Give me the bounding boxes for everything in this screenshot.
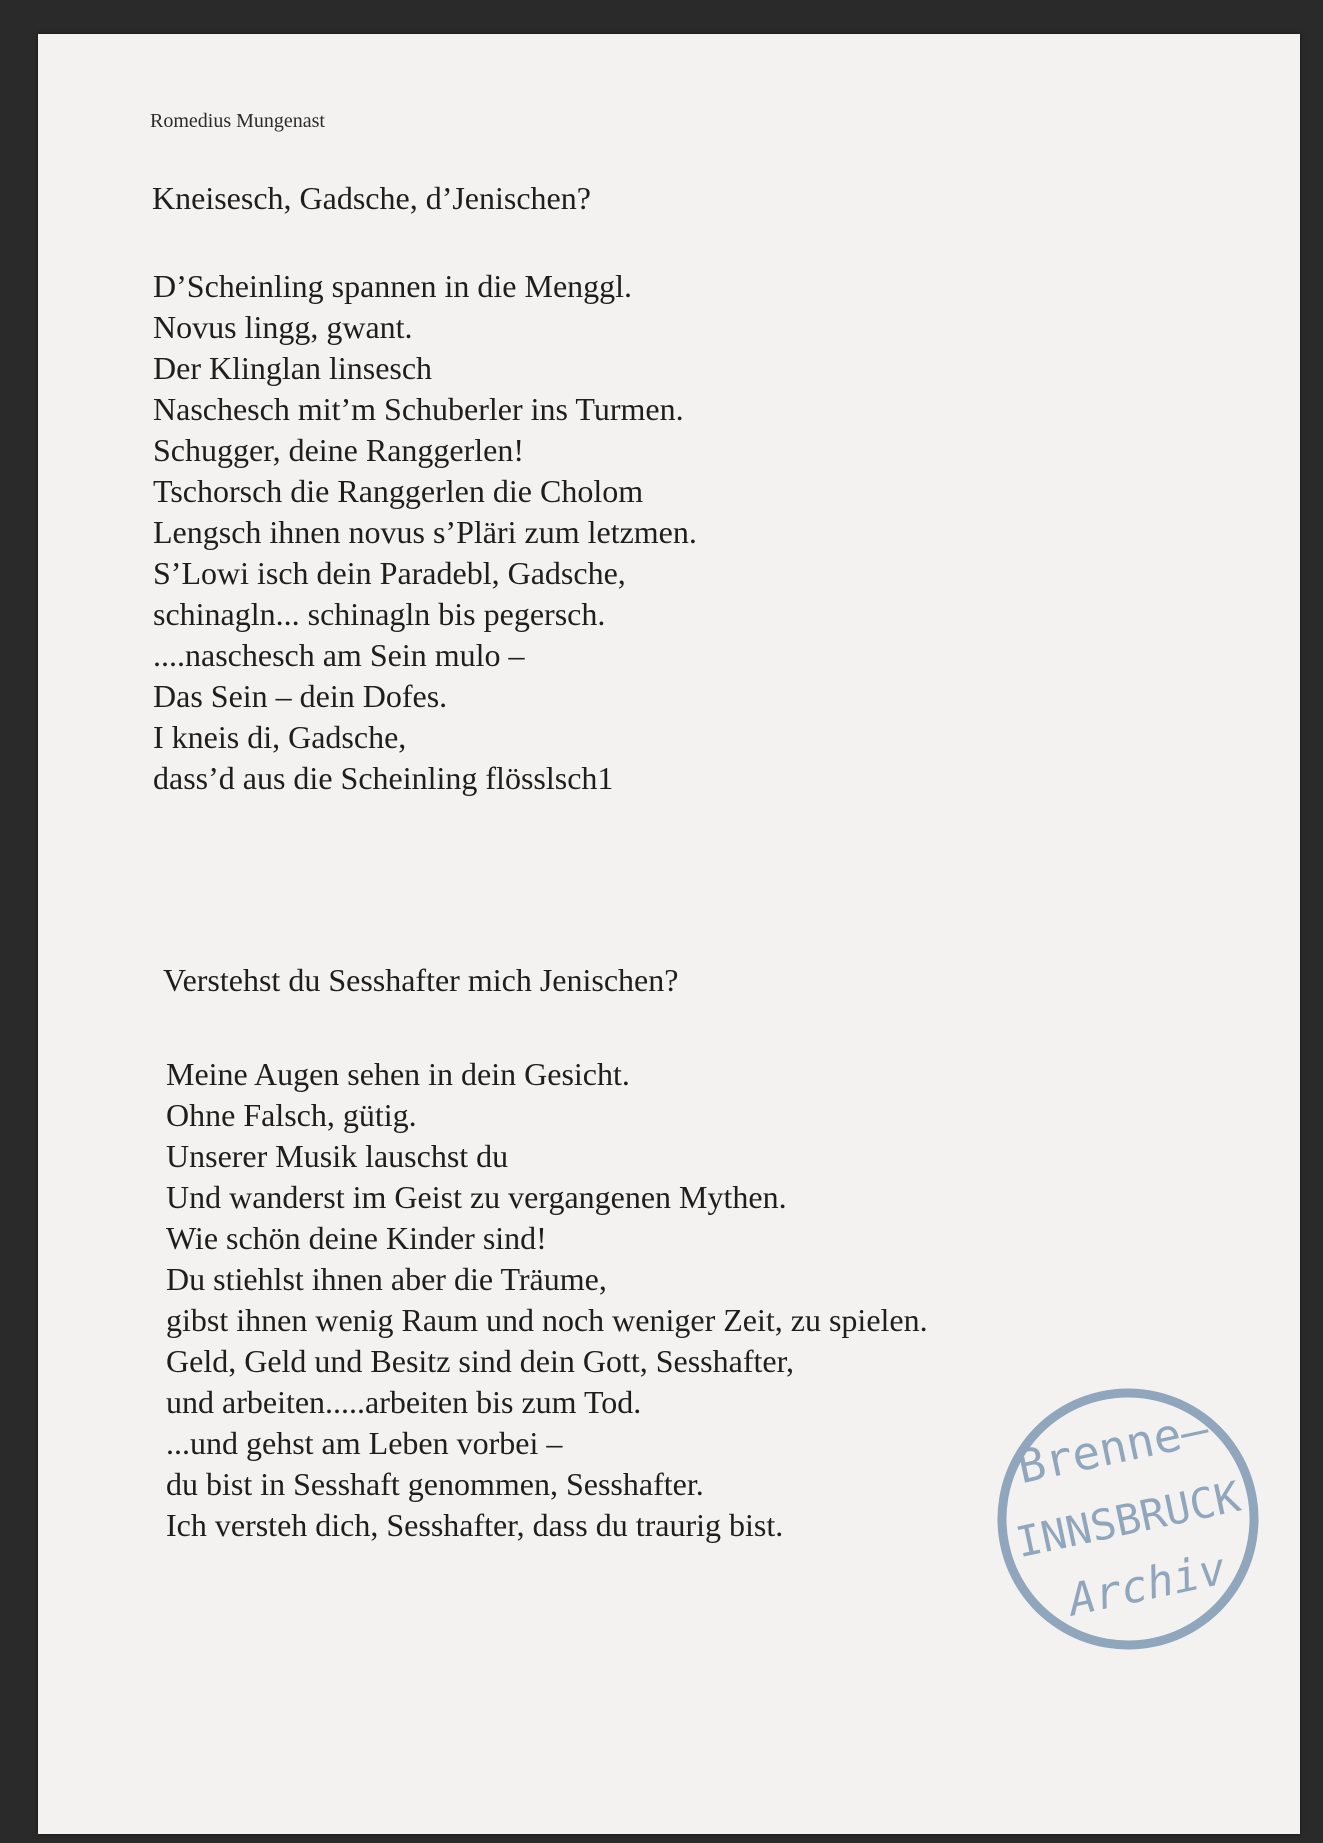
poem-line: Der Klinglan linsesch [153,350,433,386]
poem-1-title: Kneisesch, Gadsche, d’Jenischen? [152,180,591,216]
poem-line: I kneis di, Gadsche, [153,719,407,755]
poem-line: gibst ihnen wenig Raum und noch weniger Zeit, zu spielen. [166,1302,928,1338]
poem-line: ....naschesch am Sein mulo – [153,637,525,673]
poem-line: Ich versteh dich, Sesshafter, dass du traurig bist. [166,1507,784,1543]
poem-2-body [166,1054,928,1546]
poem-line: Unserer Musik lauschst du [166,1138,509,1174]
poem-line: Naschesch mit’m Schuberler ins Turmen. [153,391,684,427]
stamp-text-middle: INNSBRUCK [1011,1471,1245,1568]
poem-line: dass’d aus die Scheinling flösslsch1 [153,760,614,796]
poem-line: du bist in Sesshaft genommen, Sesshafter. [166,1466,704,1502]
poem-line: Meine Augen sehen in dein Gesicht. [166,1056,630,1092]
archive-stamp [968,1359,1288,1679]
poem-line: Wie schön deine Kinder sind! [166,1220,547,1256]
poem-line: S’Lowi isch dein Paradebl, Gadsche, [153,555,626,591]
poem-line: Lengsch ihnen novus s’Pläri zum letzmen. [153,514,697,550]
poem-line: Und wanderst im Geist zu vergangenen Mythen. [166,1179,787,1215]
poem-1-body [153,266,697,799]
poem-line: Das Sein – dein Dofes. [153,678,448,714]
poem-line: D’Scheinling spannen in die Menggl. [153,268,633,304]
poem-line: Tschorsch die Ranggerlen die Cholom [153,473,644,509]
stamp-text-bottom: Archiv [1064,1543,1231,1627]
poem-line: und arbeiten.....arbeiten bis zum Tod. [166,1384,642,1420]
poem-line: ...und gehst am Leben vorbei – [166,1425,563,1461]
author-name: Romedius Mungenast [150,110,325,132]
document-page [38,34,1300,1834]
stamp-text-top: Brenne– [1012,1401,1214,1495]
poem-line: Novus lingg, gwant. [153,309,413,345]
poem-line: schinagln... schinagln bis pegersch. [153,596,606,632]
poem-line: Geld, Geld und Besitz sind dein Gott, Sesshafter, [166,1343,794,1379]
poem-line: Schugger, deine Ranggerlen! [153,432,525,468]
poem-line: Du stiehlst ihnen aber die Träume, [166,1261,607,1297]
poem-line: Ohne Falsch, gütig. [166,1097,417,1133]
poem-2-title: Verstehst du Sesshafter mich Jenischen? [163,962,679,998]
